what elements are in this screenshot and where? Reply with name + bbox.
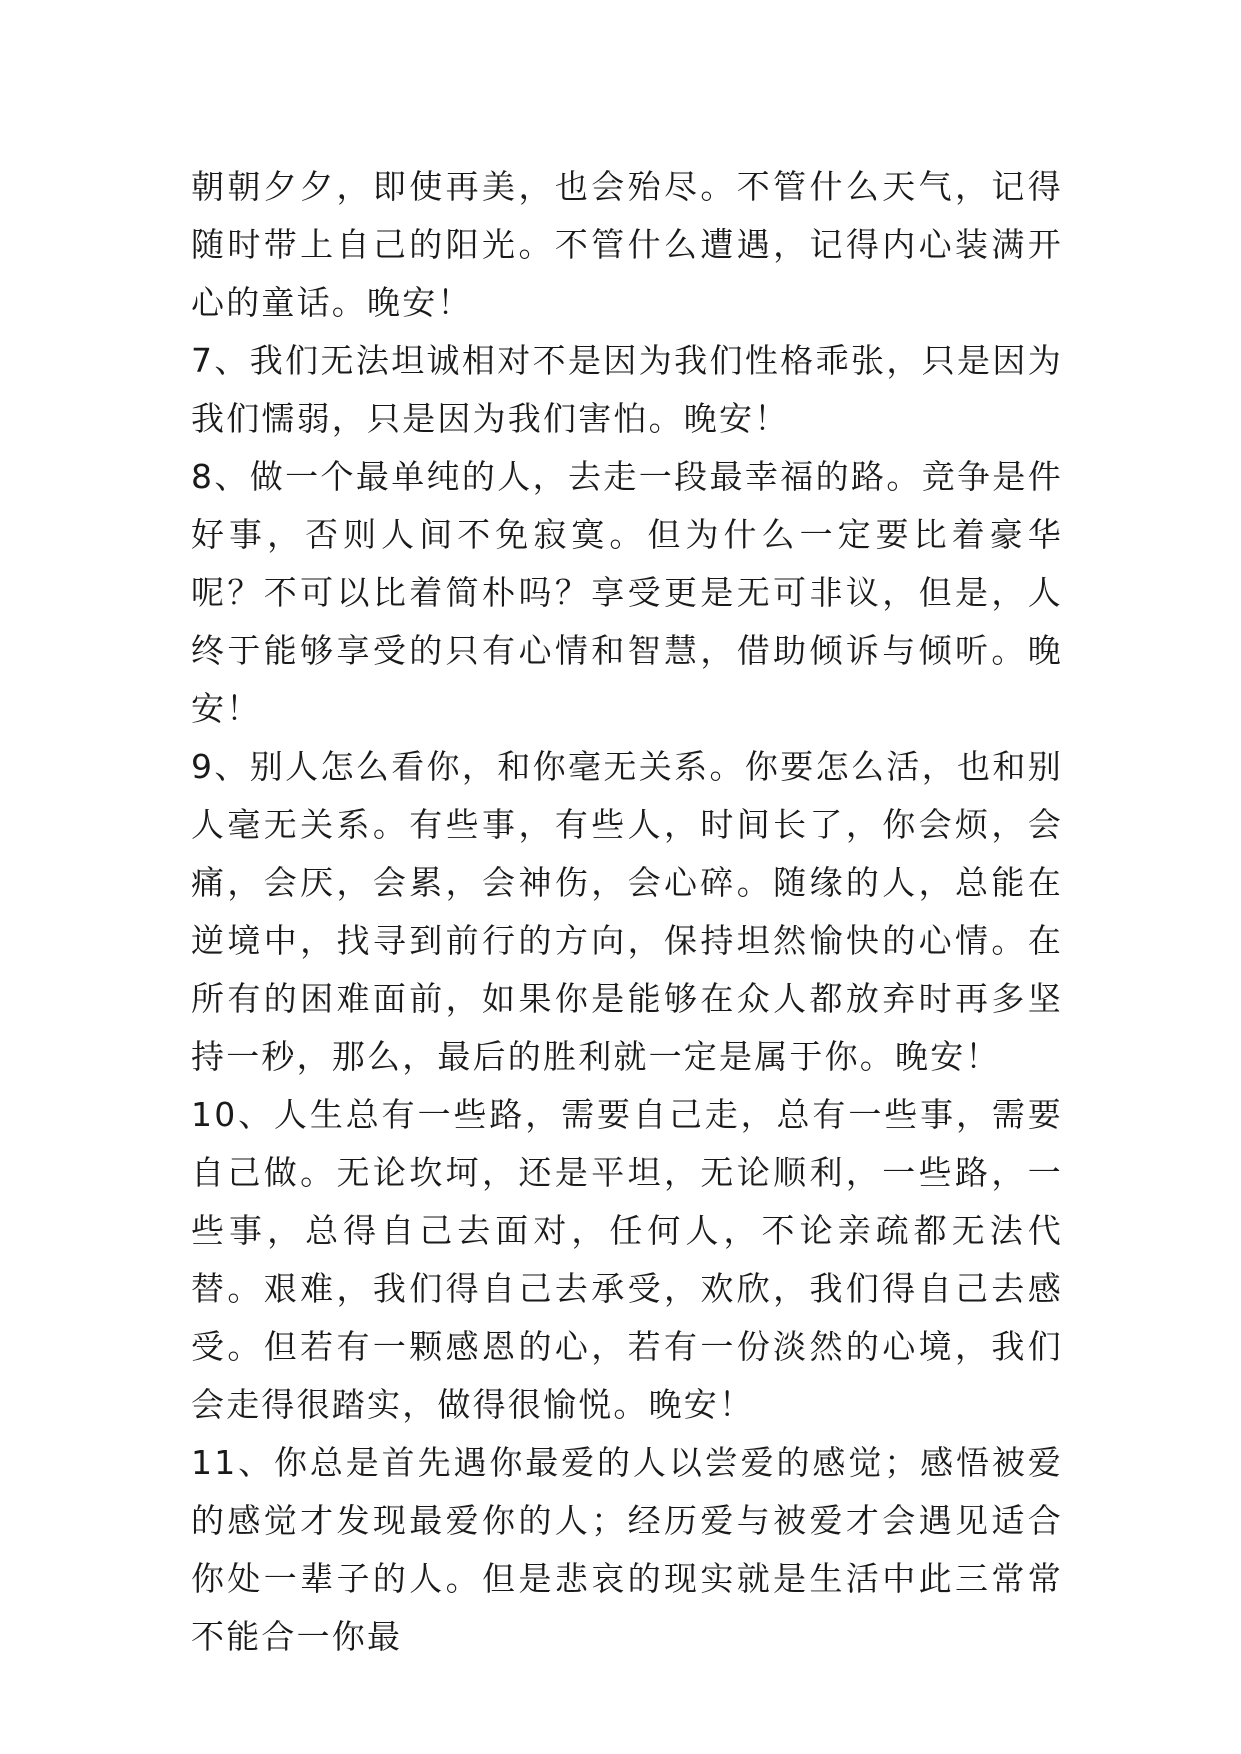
paragraph-9: 9、别人怎么看你，和你毫无关系。你要怎么活，也和别人毫无关系。有些事，有些人，时间长了，你会烦，会痛，会厌，会累，会神伤，会心碎。随缘的人，总能在逆境中，找寻到前行的方向，保持坦然愉快的心情。在所有的困难面前，如果你是能够在众人都放弃时再多坚持一秒，那么，最后的胜利就一定是属于你。晚安！ (191, 747, 1063, 1076)
paragraph-7: 7、我们无法坦诚相对不是因为我们性格乖张，只是因为我们懦弱，只是因为我们害怕。晚安！ (191, 341, 1063, 438)
paragraph-10: 10、人生总有一些路，需要自己走，总有一些事，需要自己做。无论坎坷，还是平坦，无论顺利，一些路，一些事，总得自己去面对，任何人，不论亲疏都无法代替。艰难，我们得自己去承受，欢欣，我们得自己去感受。但若有一颗感恩的心，若有一份淡然的心境，我们会走得很踏实，做得很愉悦。晚安！ (191, 1095, 1063, 1424)
paragraph-8: 8、做一个最单纯的人，去走一段最幸福的路。竞争是件好事，否则人间不免寂寞。但为什么一定要比着豪华呢？不可以比着简朴吗？享受更是无可非议，但是，人终于能够享受的只有心情和智慧，借助倾诉与倾听。晚安！ (191, 457, 1063, 728)
paragraph-11: 11、你总是首先遇你最爱的人以尝爱的感觉；感悟被爱的感觉才发现最爱你的人；经历爱与被爱才会遇见适合你处一辈子的人。但是悲哀的现实就是生活中此三常常不能合一你最 (191, 1443, 1063, 1656)
paragraph-6-continued: 朝朝夕夕，即使再美，也会殆尽。不管什么天气，记得随时带上自己的阳光。不管什么遭遇，记得内心装满开心的童话。晚安！ (191, 167, 1063, 322)
document-body (191, 158, 1063, 1666)
